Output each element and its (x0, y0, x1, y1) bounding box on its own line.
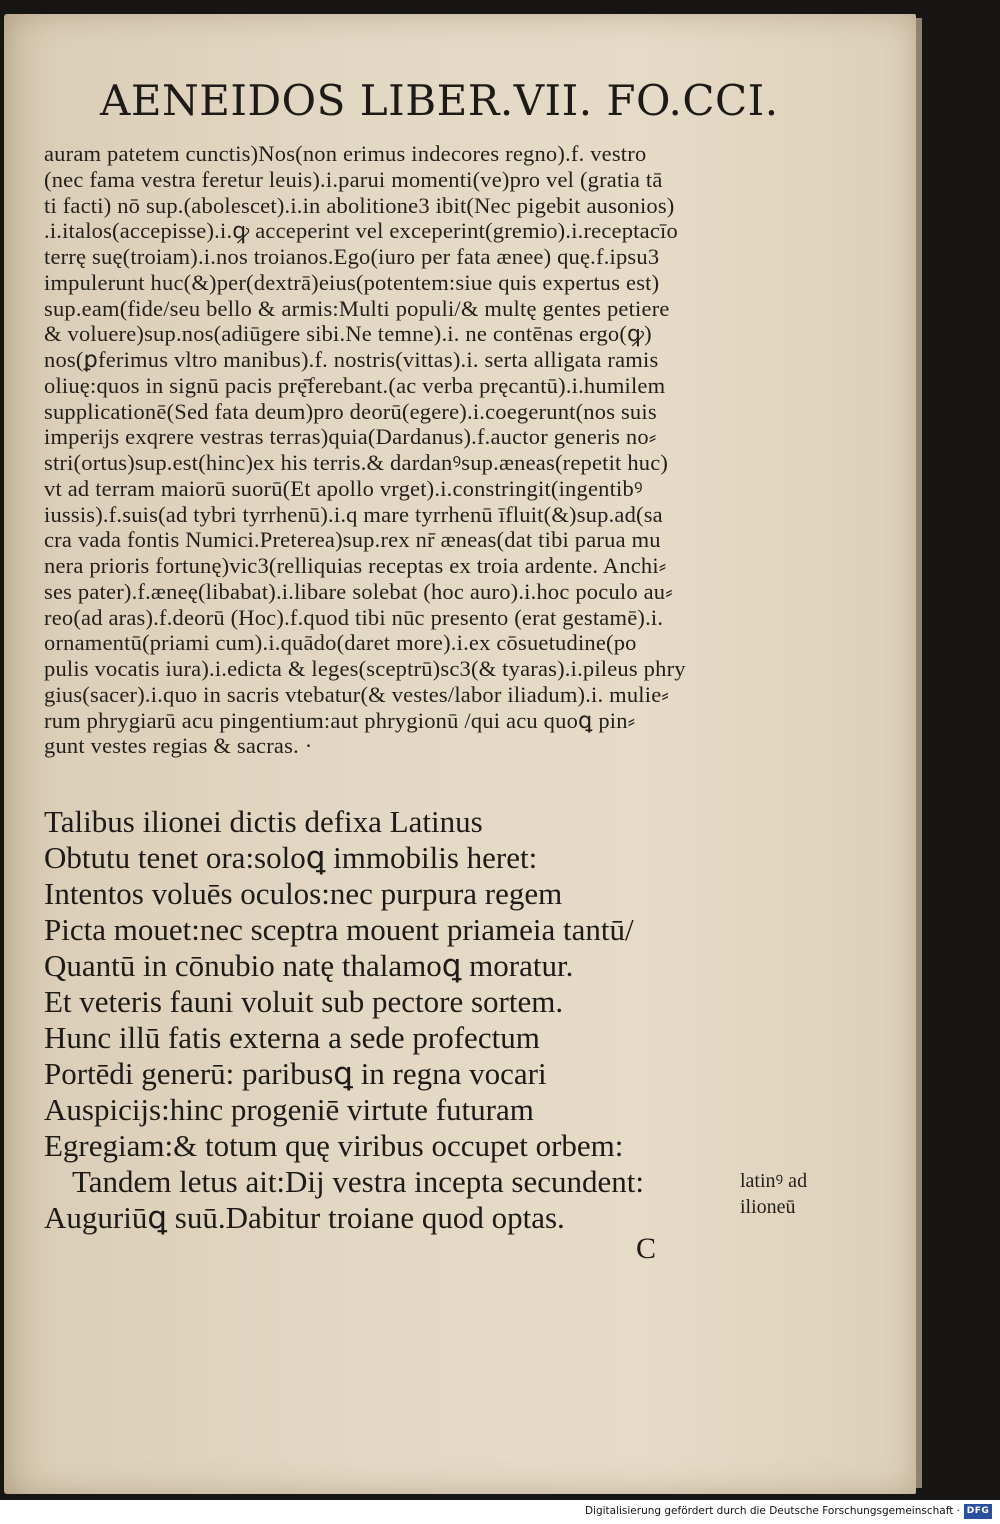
verse-line: Egregiam:& totum quę viribus occupet orbem: (44, 1128, 624, 1163)
commentary-line: ti facti) nō sup.(abolescet).i.in abolitione3 ibit(Nec pigebit ausonios) (44, 192, 675, 218)
commentary-line: & voluere)sup.nos(adiūgere sibi.Ne temne).i. ne contēnas ergo(ꝙ) (44, 321, 652, 347)
marginal-note (740, 1168, 807, 1220)
commentary-line: .i.italos(accepisse).i.ꝙ acceperint vel exceperint(gremio).i.receptacīo (44, 218, 678, 244)
commentary-line: nos(ꝑferimus vltro manibus).f. nostris(vittas).i. serta alligata ramis (44, 347, 659, 372)
verse-line: Picta mouet:nec sceptra mouent priameia tantū/ (44, 912, 634, 947)
verse-line: Obtutu tenet ora:soloꝗ immobilis heret: (44, 840, 538, 875)
footer-credit: Digitalisierung gefördert durch die Deutsche Forschungsgemeinschaft · (584, 1505, 960, 1517)
commentary-line: cra vada fontis Numici.Preterea)sup.rex nr̄ æneas(dat tibi parua mu (44, 527, 661, 553)
commentary-line: terrę suę(troiam).i.nos troianos.Ego(iuro per fata ænee) quę.f.ipsu3 (44, 244, 660, 269)
commentary-line: supplicationē(Sed fata deum)pro deorū(egere).i.coegerunt(nos suis (44, 398, 657, 424)
commentary-line: iussis).f.suis(ad tybri tyrrhenū).i.q mare tyrrhenū īfluit(&)sup.ad(sa (44, 501, 663, 527)
page-edge (916, 18, 922, 1488)
commentary-line: pulis vocatis iura).i.edicta & leges(sceptrū)sc3(& tyaras).i.pileus phry (44, 656, 686, 681)
verse-block (44, 804, 744, 1236)
commentary-line: rum phrygiarū acu pingentium:aut phrygionū /qui acu quoꝗ pin⸗ (44, 707, 636, 733)
verse-line: Auspicijs:hinc progeniē virtute futuram (44, 1092, 534, 1127)
verse-line: Portēdi generū: paribusꝗ in regna vocari (44, 1056, 547, 1091)
verse-line: Intentos voluēs oculos:nec purpura regem (44, 876, 563, 911)
commentary-line: (nec fama vestra feretur leuis).i.parui momenti(ve)pro vel (gratia tā (44, 166, 663, 192)
commentary-line: nera prioris fortunę)vic3(relliquias receptas ex troia ardente. Anchi⸗ (44, 553, 667, 578)
signature-mark: C (636, 1232, 657, 1265)
footer-bar (0, 1500, 1000, 1524)
commentary-line: gius(sacer).i.quo in sacris vtebatur(& vestes/labor iliadum).i. mulie⸗ (44, 681, 670, 707)
commentary-line: ornamentū(priami cum).i.quādo(daret more).i.ex cōsuetudine(po (44, 630, 637, 656)
verse-line: Et veteris fauni voluit sub pectore sortem. (44, 984, 564, 1019)
commentary-line: stri(ortus)sup.est(hinc)ex his terris.& dardanꝰsup.æneas(repetit huc) (44, 450, 669, 475)
dfg-logo[interactable]: DFG (964, 1504, 992, 1519)
commentary-line: impulerunt huc(&)per(dextrā)eius(potentem:siue quis expertus est) (44, 269, 660, 295)
verse-line: Quantū in cōnubio natę thalamoꝗ moratur. (44, 948, 574, 983)
verse-line: Tandem letus ait:Dij vestra incepta secundent: (72, 1164, 645, 1199)
verse-line: Talibus ilionei dictis defixa Latinus (44, 804, 483, 839)
verse-line: Hunc illū fatis externa a sede profectum (44, 1020, 540, 1055)
marginal-note-line: ilioneū (740, 1196, 796, 1218)
commentary-block (44, 141, 764, 759)
commentary-line: imperijs exqrere vestras terras)quia(Dardanus).f.auctor generis no⸗ (44, 424, 657, 450)
commentary-line: ses pater).f.æneę(libabat).i.libare solebat (hoc auro).i.hoc poculo au⸗ (44, 578, 673, 604)
commentary-line: reo(ad aras).f.deorū (Hoc).f.quod tibi nūc presento (erat gestamē).i. (44, 604, 664, 630)
commentary-line: gunt vestes regias & sacras. · (44, 733, 313, 759)
verse-line: Auguriūꝗ suū.Dabitur troiane quod optas. (44, 1200, 565, 1235)
marginal-note-line: latinꝰ ad (740, 1170, 808, 1192)
running-head: AENEIDOS LIBER.VII. FO.CCI. (100, 76, 779, 125)
commentary-line: auram patetem cunctis)Nos(non erimus indecores regno).f. vestro (44, 141, 647, 166)
commentary-line: oliuę:quos in signū pacis prę̄ferebant.(ac verba pręcantū).i.humilem (44, 372, 666, 398)
commentary-line: vt ad terram maiorū suorū(Et apollo vrget).i.constringit(ingentibꝰ (44, 475, 643, 501)
commentary-line: sup.eam(fide/seu bello & armis:Multi populi/& multę gentes petiere (44, 295, 670, 321)
